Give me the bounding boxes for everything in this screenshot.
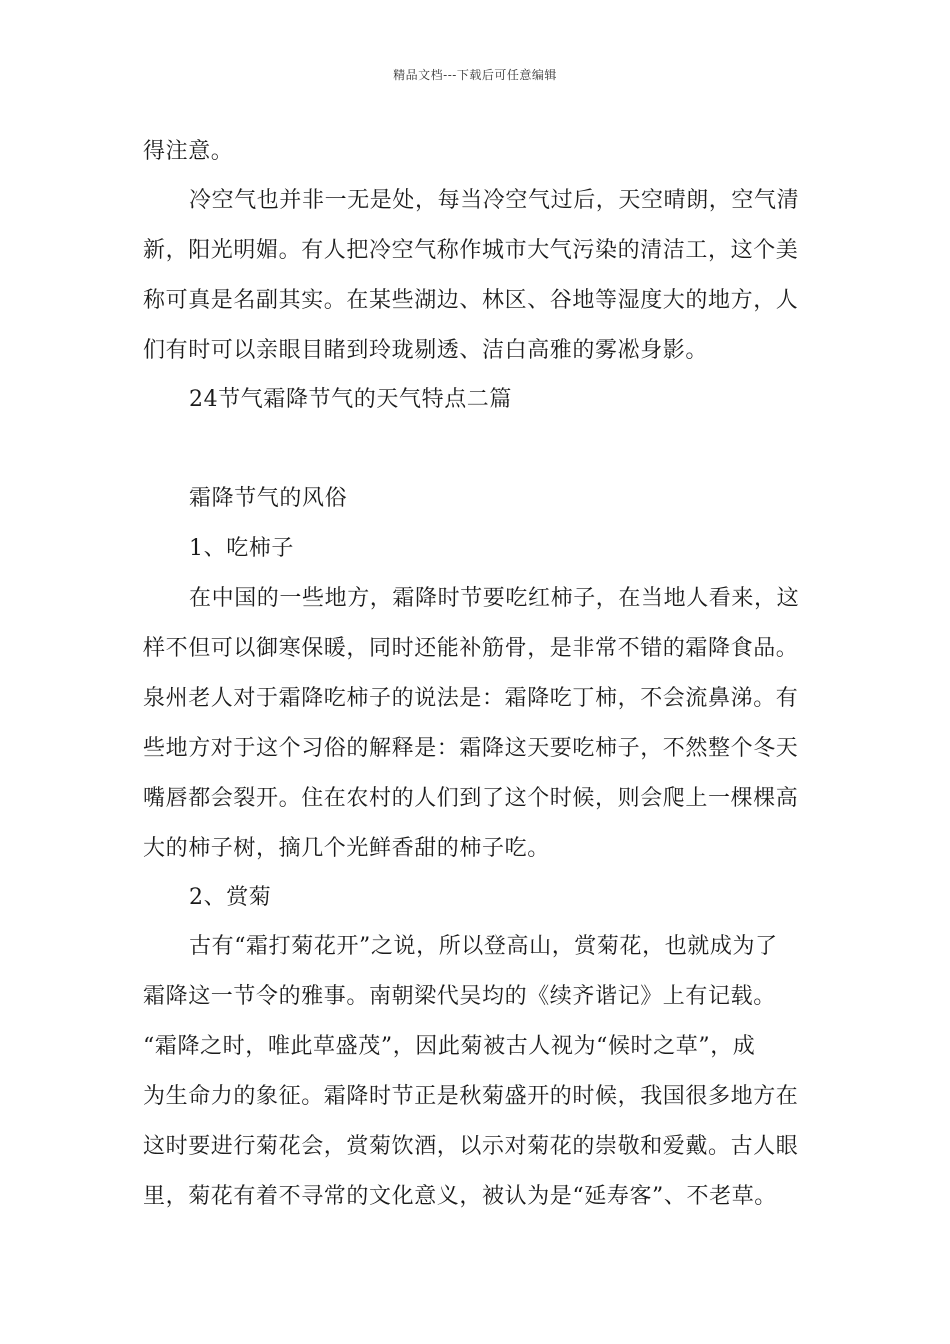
text-line: 些地方对于这个习俗的解释是：霜降这天要吃柿子，不然整个冬天 (143, 736, 799, 761)
text-line: 得注意。 (143, 139, 234, 164)
text-line: 里，菊花有着不寻常的文化意义，被认为是“延寿客”、不老草。 (143, 1184, 777, 1209)
text-line: 泉州老人对于霜降吃柿子的说法是：霜降吃丁柿，不会流鼻涕。有 (143, 686, 799, 711)
list-heading: 2、赏菊 (189, 885, 272, 910)
text-line: 这时要进行菊花会，赏菊饮酒，以示对菊花的崇敬和爱戴。古人眼 (143, 1134, 799, 1159)
text-line: 冷空气也并非一无是处，每当冷空气过后，天空晴朗，空气清 (189, 188, 800, 213)
subsection-heading: 霜降节气的风俗 (189, 486, 348, 511)
section-heading: 24节气霜降节气的天气特点二篇 (189, 387, 512, 412)
page-header: 精品文档---下载后可任意编辑 (393, 68, 557, 82)
text-line: 新，阳光明媚。有人把冷空气称作城市大气污染的清洁工，这个美 (143, 238, 799, 263)
text-line: 古有“霜打菊花开”之说，所以登高山，赏菊花，也就成为了 (189, 934, 778, 959)
list-heading: 1、吃柿子 (189, 536, 294, 561)
text-line: 为生命力的象征。霜降时节正是秋菊盛开的时候，我国很多地方在 (143, 1084, 799, 1109)
text-line: 样不但可以御寒保暖，同时还能补筋骨，是非常不错的霜降食品。 (143, 636, 799, 661)
text-line: 在中国的一些地方，霜降时节要吃红柿子，在当地人看来，这 (189, 586, 800, 611)
text-line: 嘴唇都会裂开。住在农村的人们到了这个时候，则会爬上一棵棵高 (143, 786, 799, 811)
text-line: 称可真是名副其实。在某些湖边、林区、谷地等湿度大的地方，人 (143, 288, 799, 313)
text-line: 大的柿子树，摘几个光鲜香甜的柿子吃。 (143, 836, 550, 861)
text-line: “霜降之时，唯此草盛茂”，因此菊被古人视为“候时之草”，成 (143, 1034, 756, 1059)
text-line: 霜降这一节令的雅事。南朝梁代吴均的《续齐谐记》上有记载。 (143, 984, 776, 1009)
text-line: 们有时可以亲眼目睹到玲珑剔透、洁白高雅的雾凇身影。 (143, 338, 709, 363)
